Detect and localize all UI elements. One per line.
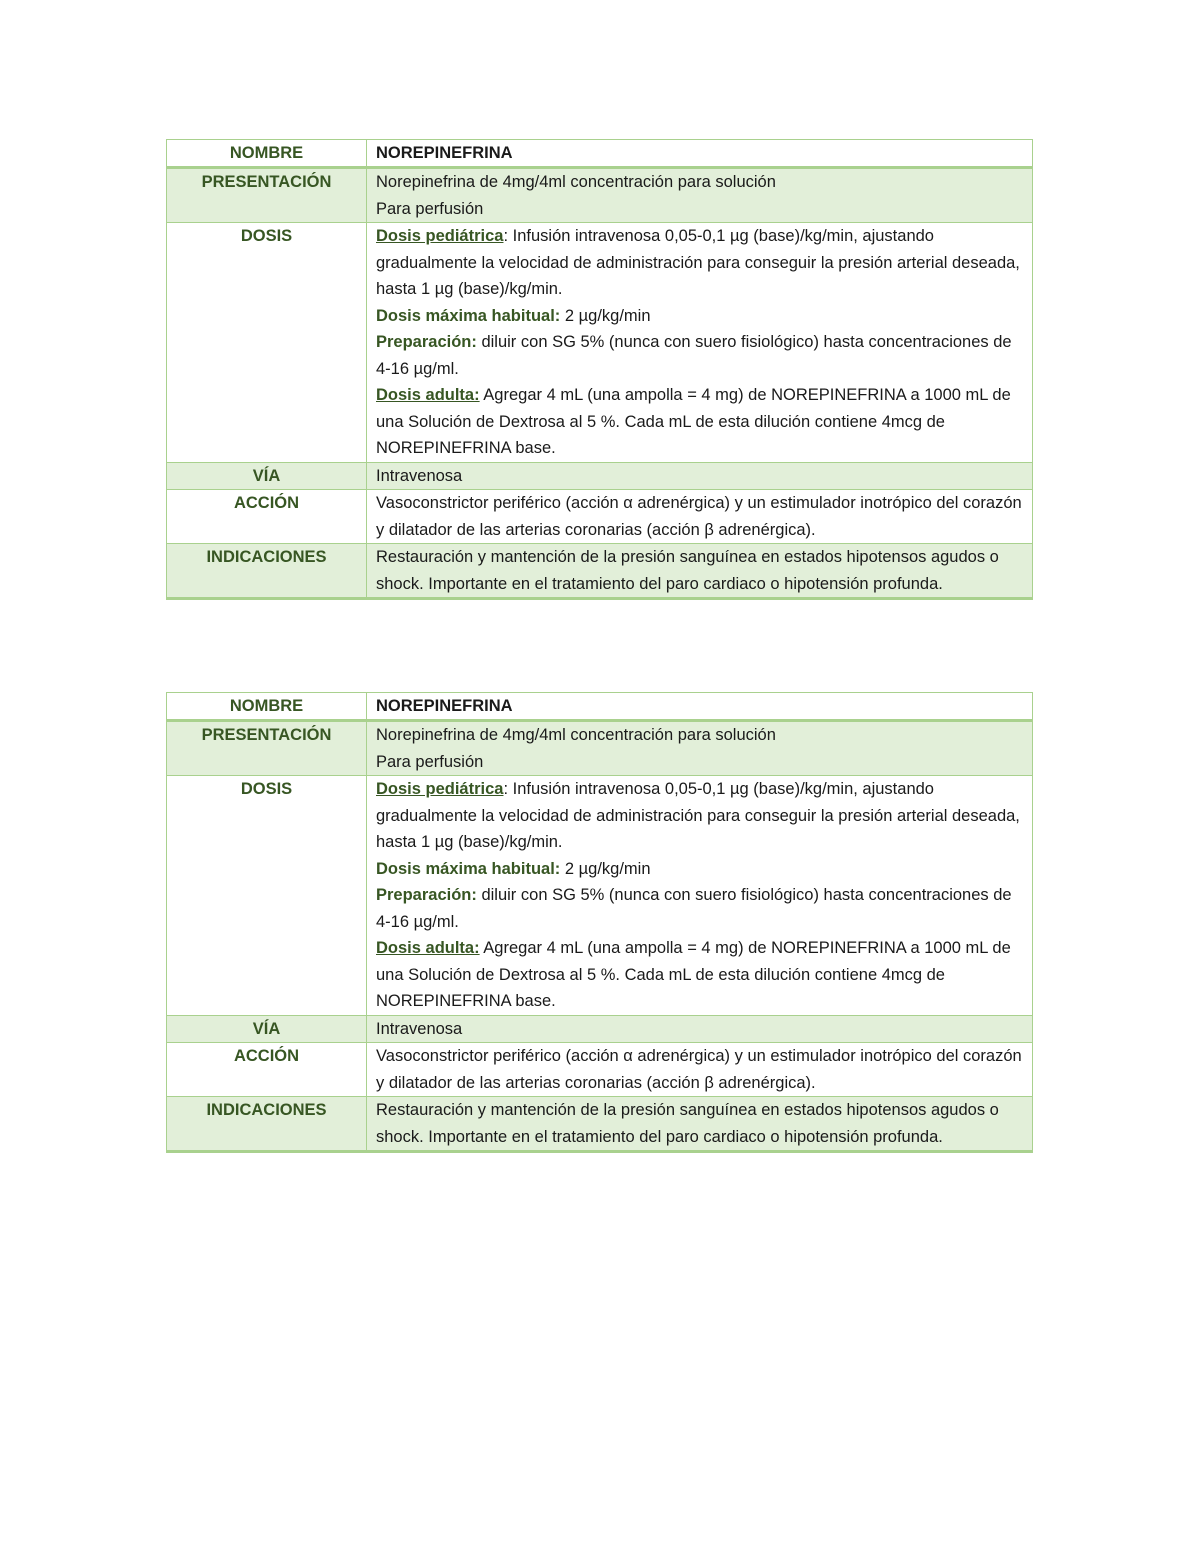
presentacion-line-2: Para perfusión [376, 752, 484, 771]
dosis-pediatrica-label: Dosis pediátrica [376, 780, 504, 798]
label-presentacion: PRESENTACIÓN [167, 168, 367, 223]
label-presentacion: PRESENTACIÓN [167, 721, 367, 776]
label-indicaciones: INDICACIONES [167, 544, 367, 599]
row-indicaciones [167, 1097, 1033, 1152]
dosis-maxima-text: 2 µg/kg/min [560, 306, 651, 325]
dosis-pediatrica [376, 223, 1024, 303]
drug-table-2 [166, 692, 1033, 1153]
dosis-pediatrica-text: : Infusión intravenosa 0,05-0,1 µg (base)/kg/min, ajustando gradualmente la velocidad de administración para conseguir la presión arterial deseada, hasta 1 µg (base)/kg/min. [376, 227, 1020, 298]
label-nombre: NOMBRE [167, 140, 367, 168]
row-dosis [167, 776, 1033, 1016]
row-presentacion [167, 168, 1033, 223]
dosis-maxima-label: Dosis máxima habitual: [376, 859, 561, 878]
dosis-pediatrica-text: : Infusión intravenosa 0,05-0,1 µg (base)/kg/min, ajustando gradualmente la velocidad de administración para conseguir la presión arterial deseada, hasta 1 µg (base)/kg/min. [376, 780, 1020, 851]
value-accion: Vasoconstrictor periférico (acción α adrenérgica) y un estimulador inotrópico del corazón y dilatador de las arterias coronarias (acción β adrenérgica). [367, 1043, 1033, 1097]
row-via [167, 462, 1033, 490]
label-dosis: DOSIS [167, 223, 367, 463]
preparacion [376, 329, 1024, 382]
value-nombre: NOREPINEFRINA [367, 693, 1033, 721]
presentacion-line-1: Norepinefrina de 4mg/4ml concentración para solución [376, 726, 776, 744]
value-dosis [367, 776, 1033, 1016]
preparacion-text: diluir con SG 5% (nunca con suero fisiológico) hasta concentraciones de 4-16 µg/ml. [376, 886, 1012, 931]
preparacion [376, 882, 1024, 935]
value-dosis [367, 223, 1033, 463]
label-nombre: NOMBRE [167, 693, 367, 721]
dosis-adulta [376, 935, 1024, 1015]
value-via: Intravenosa [367, 1015, 1033, 1043]
presentacion-line-1: Norepinefrina de 4mg/4ml concentración para solución [376, 173, 776, 191]
dosis-maxima-text: 2 µg/kg/min [560, 859, 651, 878]
row-presentacion [167, 721, 1033, 776]
value-presentacion [367, 168, 1033, 223]
preparacion-text: diluir con SG 5% (nunca con suero fisiológico) hasta concentraciones de 4-16 µg/ml. [376, 333, 1012, 378]
value-via: Intravenosa [367, 462, 1033, 490]
preparacion-label: Preparación: [376, 886, 477, 904]
row-accion [167, 1043, 1033, 1097]
presentacion-line-2: Para perfusión [376, 199, 484, 218]
preparacion-label: Preparación: [376, 333, 477, 351]
row-dosis [167, 223, 1033, 463]
value-accion: Vasoconstrictor periférico (acción α adrenérgica) y un estimulador inotrópico del corazón y dilatador de las arterias coronarias (acción β adrenérgica). [367, 490, 1033, 544]
dosis-pediatrica-label: Dosis pediátrica [376, 227, 504, 245]
label-via: VÍA [167, 1015, 367, 1043]
row-nombre [167, 140, 1033, 168]
label-via: VÍA [167, 462, 367, 490]
row-accion [167, 490, 1033, 544]
dosis-adulta [376, 382, 1024, 462]
value-indicaciones: Restauración y mantención de la presión sanguínea en estados hipotensos agudos o shock. Importante en el tratamiento del paro cardiaco o hipotensión profunda. [367, 1097, 1033, 1152]
label-dosis: DOSIS [167, 776, 367, 1016]
value-nombre: NOREPINEFRINA [367, 140, 1033, 168]
dosis-maxima-label: Dosis máxima habitual: [376, 306, 561, 325]
row-nombre [167, 693, 1033, 721]
drug-table-1 [166, 139, 1033, 600]
row-indicaciones [167, 544, 1033, 599]
label-indicaciones: INDICACIONES [167, 1097, 367, 1152]
dosis-adulta-text: Agregar 4 mL (una ampolla = 4 mg) de NOREPINEFRINA a 1000 mL de una Solución de Dextrosa al 5 %. Cada mL de esta dilución contiene 4mcg de NOREPINEFRINA base. [376, 386, 1011, 457]
dosis-adulta-label: Dosis adulta: [376, 939, 480, 957]
label-accion: ACCIÓN [167, 490, 367, 544]
dosis-adulta-label: Dosis adulta: [376, 386, 480, 404]
value-indicaciones: Restauración y mantención de la presión sanguínea en estados hipotensos agudos o shock. Importante en el tratamiento del paro cardiaco o hipotensión profunda. [367, 544, 1033, 599]
dosis-adulta-text: Agregar 4 mL (una ampolla = 4 mg) de NOREPINEFRINA a 1000 mL de una Solución de Dextrosa al 5 %. Cada mL de esta dilución contiene 4mcg de NOREPINEFRINA base. [376, 939, 1011, 1010]
row-via [167, 1015, 1033, 1043]
dosis-pediatrica [376, 776, 1024, 856]
value-presentacion [367, 721, 1033, 776]
label-accion: ACCIÓN [167, 1043, 367, 1097]
dosis-maxima [376, 303, 1024, 330]
dosis-maxima [376, 856, 1024, 883]
